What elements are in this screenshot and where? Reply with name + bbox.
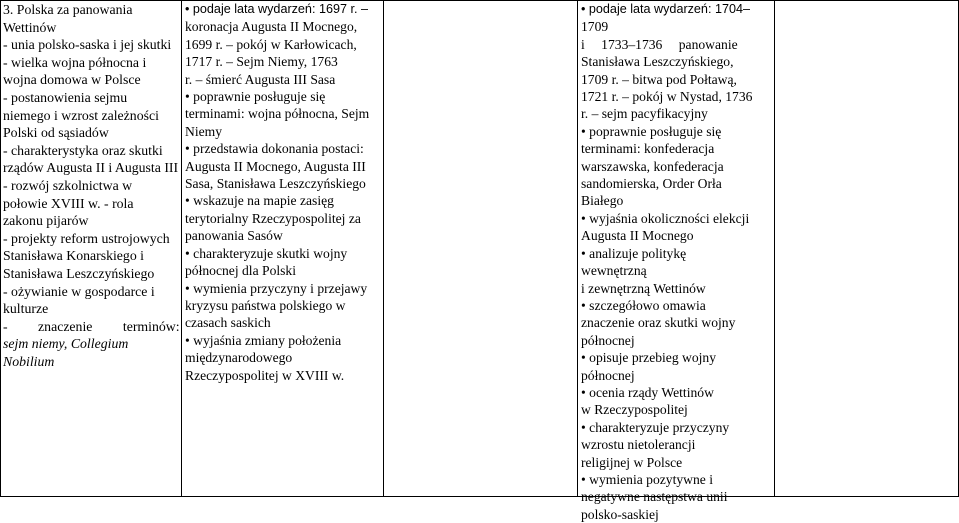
requirement-line: międzynarodowego (185, 350, 293, 366)
requirement-line: i 1733–1736 panowanie (581, 36, 738, 52)
requirement-item: • przedstawia dokonania postaci: (185, 140, 380, 157)
requirements-column-extended (581, 1, 776, 523)
requirement-line: polsko-saskiej (581, 506, 659, 522)
requirement-line: negatywne następstwa unii (581, 489, 728, 505)
requirement-line: 1717 r. – Sejm Niemy, 1763 (185, 54, 338, 70)
requirement-item: • charakteryzuje skutki wojny (185, 245, 380, 262)
requirement-line: wzrostu nietolerancji (581, 437, 696, 453)
topic-line: kulturze (3, 301, 49, 317)
topic-line: - ożywianie w gospodarce i (3, 283, 155, 299)
requirement-item: • ocenia rządy Wettinów (581, 384, 776, 401)
requirement-item: • poprawnie posługuje się (581, 123, 776, 140)
topic-line: połowie XVIII w. - rola (3, 195, 134, 211)
requirement-line: północnej (581, 367, 635, 383)
topic-line: - charakterystyka oraz skutki (3, 142, 163, 158)
topic-line: Polski od sąsiadów (3, 125, 109, 141)
requirement-item: • analizuje politykę (581, 245, 776, 262)
requirement-item: • poprawnie posługuje się (185, 88, 380, 105)
topic-terms: sejm niemy, Collegium (3, 336, 129, 352)
topic-line: niemego i wzrost zależności (3, 107, 159, 123)
requirement-line: znaczenie oraz skutki wojny (581, 315, 736, 331)
requirement-item: • wyjaśnia okoliczności elekcji (581, 210, 776, 227)
topic-line: Stanisława Leszczyńskiego (3, 265, 155, 281)
requirements-column-basic (185, 1, 380, 384)
requirement-line: 1699 r. – pokój w Karłowicach, (185, 36, 357, 52)
requirement-line: w Rzeczypospolitej (581, 402, 688, 418)
requirement-line: północnej dla Polski (185, 263, 297, 279)
requirement-line: 1709 r. – bitwa pod Połtawą, (581, 71, 737, 87)
requirement-line: Niemy (185, 123, 222, 139)
topic-line: - postanowienia sejmu (3, 89, 128, 105)
requirement-line: panowania Sasów (185, 228, 283, 244)
topic-terms: Nobilium (3, 353, 55, 369)
requirement-line: 1721 r. – pokój w Nystad, 1736 (581, 89, 753, 105)
requirement-line: 1709 (581, 19, 609, 35)
requirement-line: Stanisława Leszczyńskiego, (581, 54, 734, 70)
topic-line: zakonu pijarów (3, 213, 89, 229)
requirement-item: • opisuje przebieg wojny (581, 349, 776, 366)
requirement-item: • podaje lata wydarzeń: 1704– (581, 1, 776, 18)
topic-line: rządów Augusta II i Augusta III (3, 160, 179, 176)
topic-line: - wielka wojna północna i (3, 54, 147, 70)
topic-line: - rozwój szkolnictwa w (3, 177, 133, 193)
requirement-line: Sasa, Stanisława Leszczyńskiego (185, 176, 366, 192)
requirement-line: Białego (581, 193, 624, 209)
column-divider (383, 0, 384, 497)
topic-column (3, 1, 181, 370)
requirement-item: • wymienia przyczyny i przejawy (185, 280, 380, 297)
requirement-line: i zewnętrzną Wettinów (581, 280, 706, 296)
requirement-line: terminami: konfederacja (581, 141, 715, 157)
requirement-line: Augusta II Mocnego (581, 228, 694, 244)
topic-line: wojna domowa w Polsce (3, 72, 141, 88)
requirement-line: warszawska, konfederacja (581, 158, 724, 174)
requirement-line: r. – sejm pacyfikacyjny (581, 106, 708, 122)
requirement-item: • wskazuje na mapie zasięg (185, 192, 380, 209)
column-divider (577, 0, 578, 497)
topic-line: - projekty reform ustrojowych (3, 230, 170, 246)
requirement-line: terytorialny Rzeczypospolitej za (185, 210, 361, 226)
requirement-line: Rzeczypospolitej w XVIII w. (185, 367, 345, 383)
requirement-line: Augusta II Mocnego, Augusta III (185, 158, 366, 174)
requirement-line: północnej (581, 332, 635, 348)
table-border-left (0, 0, 1, 497)
requirement-line: koronacja Augusta II Mocnego, (185, 19, 358, 35)
topic-title: Wettinów (3, 19, 57, 35)
topic-line: Stanisława Konarskiego i (3, 248, 145, 264)
requirement-line: r. – śmierć Augusta III Sasa (185, 71, 336, 87)
requirement-line: terminami: wojna północna, Sejm (185, 106, 370, 122)
requirement-line: kryzysu państwa polskiego w (185, 297, 346, 313)
requirement-item: • charakteryzuje przyczyny (581, 419, 776, 436)
requirement-line: czasach saskich (185, 315, 271, 331)
topic-line: - unia polsko-saska i jej skutki (3, 37, 172, 53)
column-divider (181, 0, 182, 497)
requirement-line: religijnej w Polsce (581, 454, 683, 470)
topic-line: - znaczenie terminów: (3, 318, 180, 334)
requirement-line: sandomierska, Order Orła (581, 176, 722, 192)
requirement-item: • podaje lata wydarzeń: 1697 r. – (185, 1, 380, 18)
requirement-item: • szczegółowo omawia (581, 297, 776, 314)
requirement-item: • wymienia pozytywne i (581, 471, 776, 488)
requirement-item: • wyjaśnia zmiany położenia (185, 332, 380, 349)
topic-title: 3. Polska za panowania (3, 2, 133, 17)
requirement-line: wewnętrzną (581, 263, 647, 279)
